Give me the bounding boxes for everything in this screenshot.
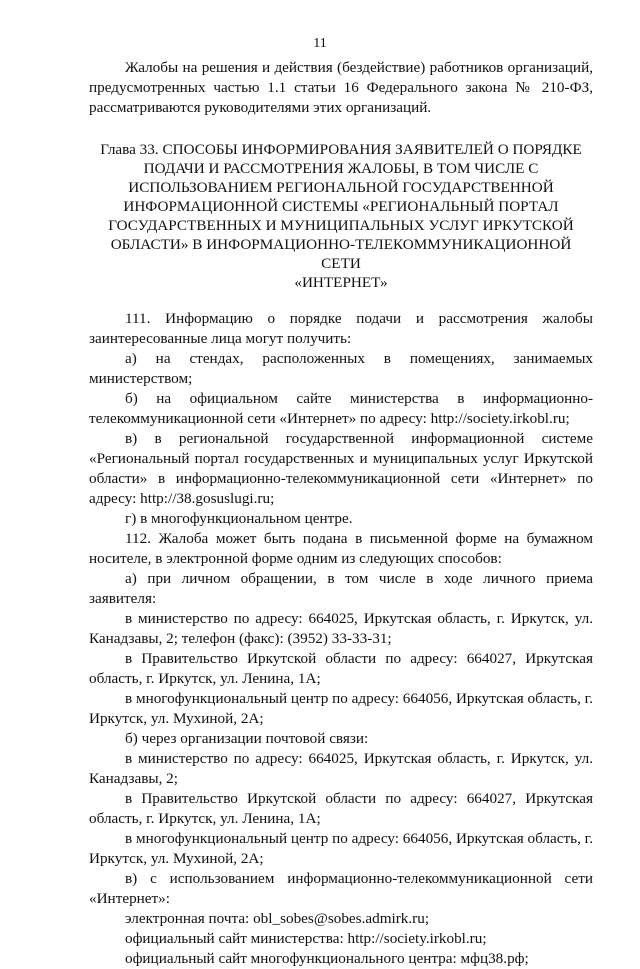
address-ministry: в министерство по адресу: 664025, Иркутская область, г. Иркутск, ул. Канадзавы, 2; телефон (факс): (3952) 33-33-31; xyxy=(89,610,593,647)
chapter-heading-line: Глава 33. СПОСОБЫ ИНФОРМИРОВАНИЯ ЗАЯВИТЕЛЕЙ О ПОРЯДКЕ xyxy=(100,141,582,158)
list-item-internet: в) с использованием информационно-телекоммуникационной сети «Интернет»: xyxy=(89,870,593,907)
contact-email: электронная почта: obl_sobes@sobes.admirk.ru; xyxy=(125,910,430,927)
chapter-heading-line: ОБЛАСТИ» В ИНФОРМАЦИОННО-ТЕЛЕКОММУНИКАЦИОННОЙ СЕТИ xyxy=(110,236,572,272)
page-number: 11 xyxy=(313,36,327,51)
chapter-heading-line: ИНФОРМАЦИОННОЙ СИСТЕМЫ «РЕГИОНАЛЬНЫЙ ПОРТАЛ xyxy=(123,198,559,215)
contact-ministry-site: официальный сайт министерства: http://society.irkobl.ru; xyxy=(125,930,487,947)
post-address-mfc: в многофункциональный центр по адресу: 664056, Иркутская область, г. Иркутск, ул. Мухиной, 2А; xyxy=(89,830,593,867)
chapter-heading-line: ПОДАЧИ И РАССМОТРЕНИЯ ЖАЛОБЫ, В ТОМ ЧИСЛЕ С xyxy=(143,160,539,177)
chapter-heading-line: ГОСУДАРСТВЕННЫХ И МУНИЦИПАЛЬНЫХ УСЛУГ ИРКУТСКОЙ xyxy=(108,217,574,234)
document-body xyxy=(89,58,593,969)
list-item-ministry-site: б) на официальном сайте министерства в информационно-телекоммуникационной сети «Интернет» по адресу: http://society.irkobl.ru; xyxy=(89,390,593,427)
paragraph-111: 111. Информацию о порядке подачи и рассмотрения жалобы заинтересованные лица могут получить: xyxy=(89,310,593,347)
list-item-personal: а) при личном обращении, в том числе в ходе личного приема заявителя: xyxy=(89,570,593,607)
address-mfc: в многофункциональный центр по адресу: 664056, Иркутская область, г. Иркутск, ул. Мухиной, 2А; xyxy=(89,690,593,727)
intro-paragraph: Жалобы на решения и действия (бездействие) работников организаций, предусмотренных частью 1.1 статьи 16 Федерального закона № 210-ФЗ, рассматриваются руководителями этих организаций. xyxy=(89,59,593,116)
chapter-heading xyxy=(89,140,593,292)
list-item-mfc: г) в многофункциональном центре. xyxy=(125,510,353,527)
list-item-post: б) через организации почтовой связи: xyxy=(125,730,369,747)
post-address-ministry: в министерство по адресу: 664025, Иркутская область, г. Иркутск, ул. Канадзавы, 2; xyxy=(89,750,593,787)
paragraph-112: 112. Жалоба может быть подана в письменной форме на бумажном носителе, в электронной форме одним из следующих способов: xyxy=(89,530,593,567)
post-address-government: в Правительство Иркутской области по адресу: 664027, Иркутская область, г. Иркутск, ул. Ленина, 1А; xyxy=(89,790,593,827)
contact-mfc-site: официальный сайт многофункционального центра: мфц38.рф; xyxy=(125,950,529,967)
list-item-regional-portal: в) в региональной государственной информационной системе «Региональный портал государственных и муниципальных услуг Иркутской области» в информационно-телекоммуникационной сети «Интернет» по адресу: http://38.gosuslugi.ru; xyxy=(89,430,593,507)
chapter-heading-line: «ИНТЕРНЕТ» xyxy=(294,274,388,291)
address-government: в Правительство Иркутской области по адресу: 664027, Иркутская область, г. Иркутск, ул. Ленина, 1А; xyxy=(89,650,593,687)
list-item-stands: а) на стендах, расположенных в помещениях, занимаемых министерством; xyxy=(89,350,593,387)
chapter-heading-line: ИСПОЛЬЗОВАНИЕМ РЕГИОНАЛЬНОЙ ГОСУДАРСТВЕННОЙ xyxy=(128,179,554,196)
